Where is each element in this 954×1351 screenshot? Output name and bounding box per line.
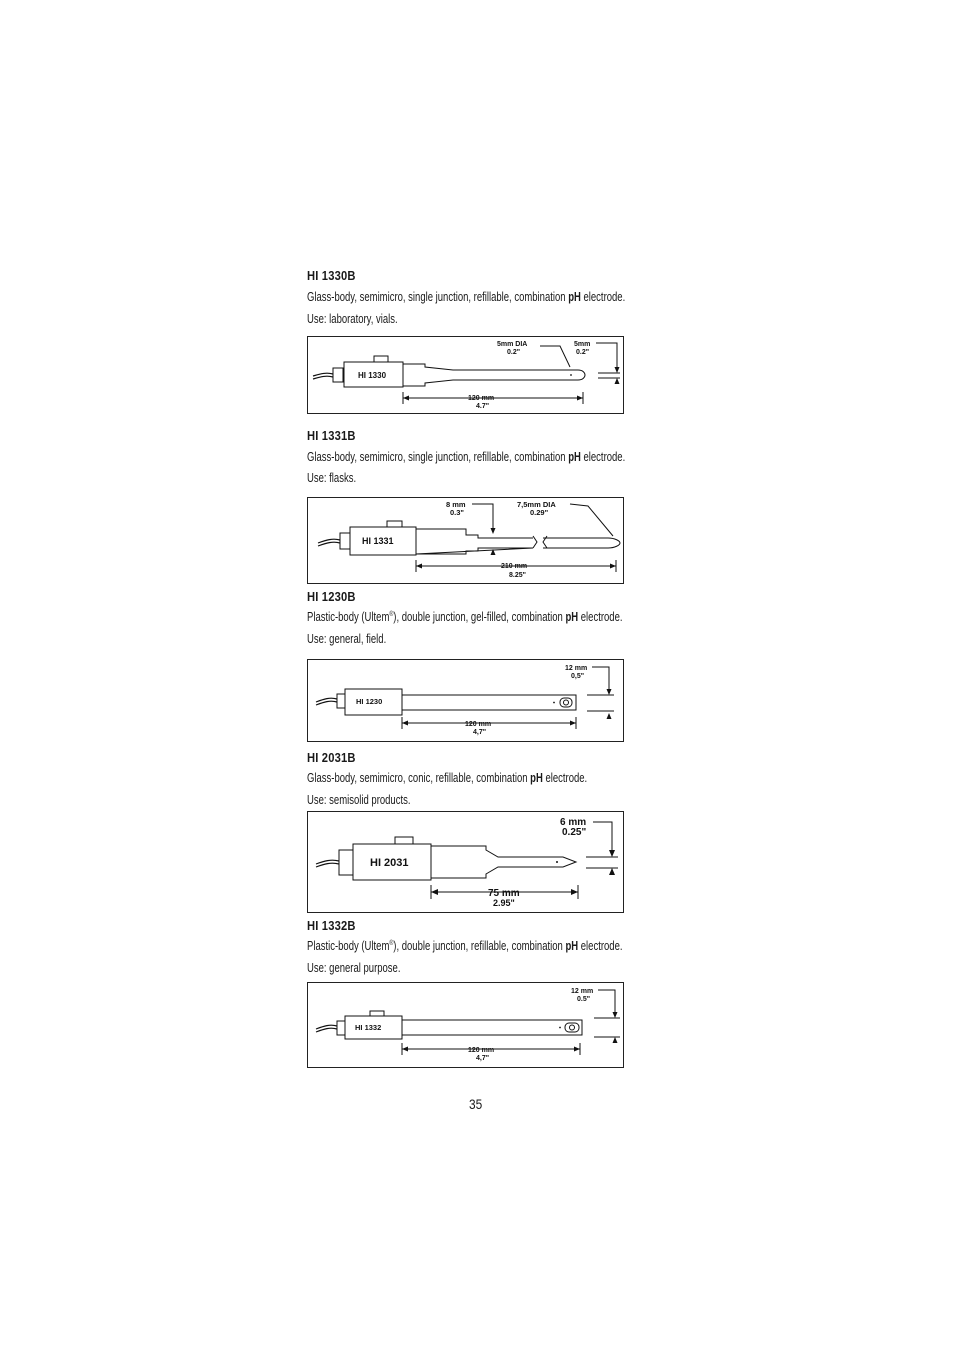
body-label: HI 1331 [362, 536, 394, 546]
length-mm-label: 120 mm [465, 721, 492, 728]
tip-in-label: 0.5" [577, 996, 591, 1003]
diameter-mm-label: 7,5mm DIA [517, 500, 556, 509]
diameter-in-label: 0.29" [530, 508, 549, 517]
tip-in-label: 0.2" [576, 349, 590, 356]
length-in-label: 8.25" [509, 572, 526, 579]
product-title: HI 1330B [307, 268, 356, 283]
product-title: HI 1331B [307, 428, 356, 443]
tip-in-label: 0.3" [450, 508, 464, 517]
product-description: Plastic-body (Ultem®), double junction, refillable, combination pH electrode. [307, 939, 623, 953]
length-mm-label: 120 mm [468, 1047, 495, 1054]
length-mm-label: 210 mm [501, 563, 528, 570]
product-title: HI 1332B [307, 918, 356, 933]
product-description: Glass-body, semimicro, conic, refillable, combination pH electrode. [307, 771, 588, 785]
body-label: HI 1230 [356, 697, 383, 706]
body-label: HI 2031 [370, 857, 409, 869]
tip-mm-label: 5mm [574, 341, 591, 348]
diameter-in-label: 0.2" [507, 349, 521, 356]
tip-mm-label: 12 mm [571, 988, 594, 995]
product-use: Use: semisolid products. [307, 793, 411, 807]
electrode-diagram [307, 336, 624, 414]
length-mm-label: 75 mm [488, 888, 520, 899]
electrode-diagram [307, 982, 624, 1068]
length-in-label: 4,7" [476, 1055, 490, 1062]
product-use: Use: flasks. [307, 471, 357, 485]
length-in-label: 4,7" [473, 729, 487, 736]
length-in-label: 4.7" [476, 403, 490, 410]
length-in-label: 2.95" [493, 898, 515, 908]
electrode-diagram [307, 497, 624, 584]
body-label: HI 1330 [358, 371, 387, 380]
product-description: Glass-body, semimicro, single junction, refillable, combination pH electrode. [307, 290, 626, 304]
product-description: Plastic-body (Ultem®), double junction, gel-filled, combination pH electrode. [307, 610, 623, 624]
product-use: Use: general, field. [307, 632, 387, 646]
tip-mm-label: 12 mm [565, 665, 588, 672]
product-use: Use: laboratory, vials. [307, 312, 398, 326]
electrode-diagram [307, 659, 624, 742]
diameter-mm-label: 5mm DIA [497, 341, 528, 348]
electrode-diagram [307, 811, 624, 913]
product-description: Glass-body, semimicro, single junction, refillable, combination pH electrode. [307, 450, 626, 464]
tip-mm-label: 8 mm [446, 500, 466, 509]
product-title: HI 2031B [307, 750, 356, 765]
product-use: Use: general purpose. [307, 961, 401, 975]
page-number: 35 [469, 1096, 483, 1112]
body-label: HI 1332 [355, 1023, 382, 1032]
product-title: HI 1230B [307, 589, 356, 604]
tip-in-label: 0,5" [571, 673, 585, 680]
tip-in-label: 0.25" [562, 827, 587, 838]
length-mm-label: 120 mm [468, 395, 495, 402]
tip-mm-label: 6 mm [560, 817, 587, 828]
